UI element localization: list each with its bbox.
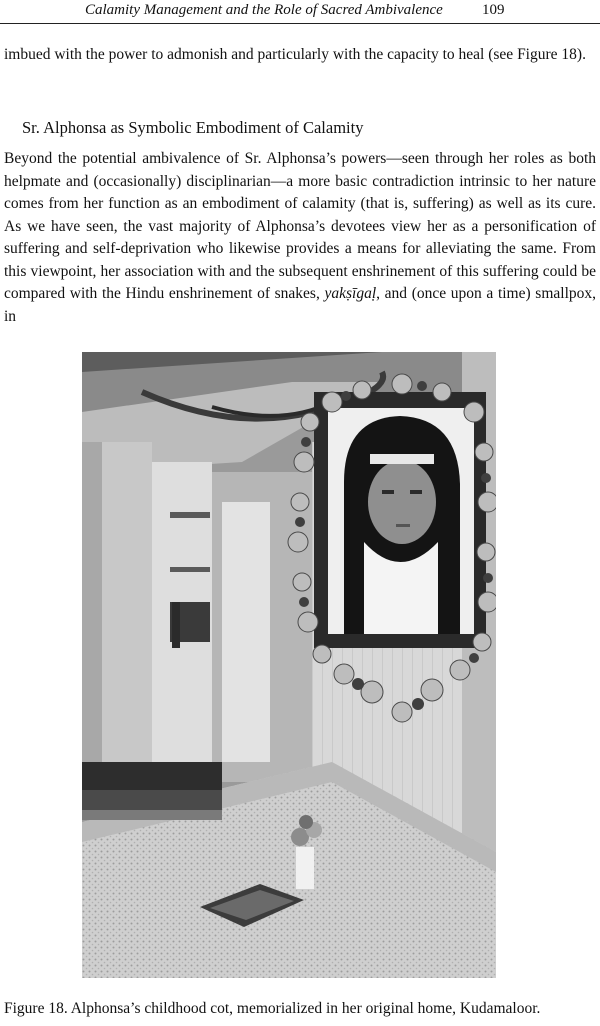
paragraph-main-tail: , and (once upon a time) smallpox, in [4, 285, 597, 325]
paragraph-main-text: Beyond the potential ambivalence of Sr. Alphonsa’s powers—seen through her roles as both helpmate and (occasionally) disciplinarian—a more basic contradiction intrinsic to her nature comes from her function as an embodiment of calamity (that is, suffering) as well as its cure. As we have seen, the vast majority of Alphonsa’s devotees view her as a personification of suffering and self-deprivation who likewise provides a means for alleviating the same. From this viewpoint, her association with and the subsequent enshrinement of this suffering could be compared with the Hindu enshrinement of snakes, [4, 150, 596, 302]
paragraph-main [4, 148, 596, 328]
running-title: Calamity Management and the Role of Sacred Ambivalence [85, 2, 443, 18]
running-head [0, 2, 600, 24]
page-number: 109 [482, 2, 505, 18]
term-yaksigal: yakṣīgaḷ [324, 285, 377, 302]
section-heading: Sr. Alphonsa as Symbolic Embodiment of Calamity [22, 118, 364, 137]
figure-photo [82, 352, 496, 978]
figure-caption: Figure 18. Alphonsa’s childhood cot, memorialized in her original home, Kudamaloor. [4, 1000, 541, 1017]
header-rule [0, 23, 600, 24]
paragraph-continued: imbued with the power to admonish and particularly with the capacity to heal (see Figure 18). [4, 46, 586, 63]
